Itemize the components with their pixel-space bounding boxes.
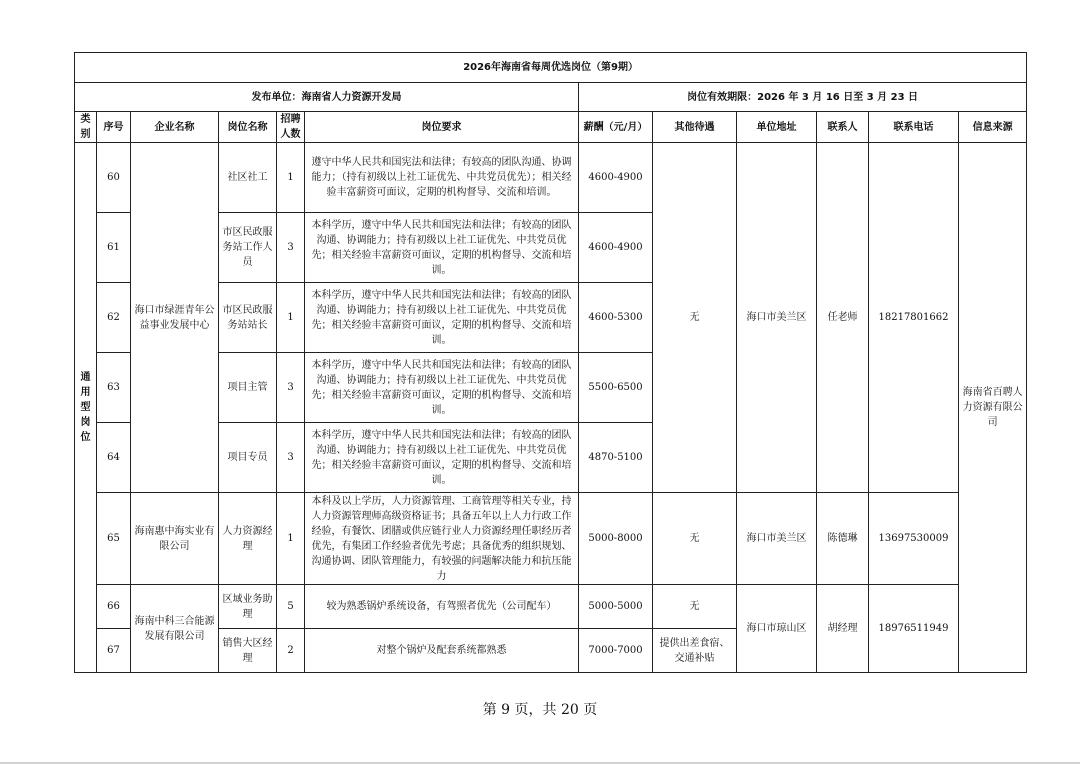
benefits-cell: 无: [653, 585, 737, 629]
job-listing-table: [74, 52, 1027, 673]
headcount-cell: 2: [277, 629, 305, 673]
seq-cell: 65: [97, 493, 131, 585]
validity-label: 岗位有效期限：2026 年 3 月 16 日至 3 月 23 日: [579, 83, 1027, 112]
publisher-label: 发布单位：海南省人力资源开发局: [75, 83, 579, 112]
company-cell: 海南惠中海实业有限公司: [131, 493, 219, 585]
address-cell: 海口市美兰区: [737, 493, 817, 585]
headcount-cell: 3: [277, 213, 305, 283]
address-cell: 海口市琼山区: [737, 585, 817, 673]
header-address: 单位地址: [737, 112, 817, 143]
header-source: 信息来源: [959, 112, 1027, 143]
header-headcount: 招聘人数: [277, 112, 305, 143]
header-requirements: 岗位要求: [305, 112, 579, 143]
position-cell: 社区社工: [219, 143, 277, 213]
header-row: [75, 112, 1027, 143]
header-phone: 联系电话: [869, 112, 959, 143]
benefits-cell: 无: [653, 493, 737, 585]
position-cell: 区域业务助理: [219, 585, 277, 629]
salary-cell: 4600-5300: [579, 283, 653, 353]
page-footer: 第 9 页，共 20 页: [482, 702, 598, 718]
category-cell: 通用型岗位: [75, 143, 97, 673]
headcount-cell: 3: [277, 353, 305, 423]
table-title: 2026年海南省每周优选岗位（第9期）: [75, 53, 1027, 83]
header-seq: 序号: [97, 112, 131, 143]
source-cell: 海南省百聘人力资源有限公司: [959, 143, 1027, 673]
headcount-cell: 5: [277, 585, 305, 629]
salary-cell: 4600-4900: [579, 213, 653, 283]
company-cell: 海口市绿涯青年公益事业发展中心: [131, 143, 219, 493]
headcount-cell: 1: [277, 493, 305, 585]
company-cell: 海南中科三合能源发展有限公司: [131, 585, 219, 673]
phone-cell: 18217801662: [869, 143, 959, 493]
salary-cell: 4870-5100: [579, 423, 653, 493]
contact-cell: 陈德琳: [817, 493, 869, 585]
header-salary: 薪酬（元/月）: [579, 112, 653, 143]
header-contact: 联系人: [817, 112, 869, 143]
position-cell: 销售大区经理: [219, 629, 277, 673]
salary-cell: 5000-5000: [579, 585, 653, 629]
position-cell: 项目专员: [219, 423, 277, 493]
salary-cell: 7000-7000: [579, 629, 653, 673]
seq-cell: 61: [97, 213, 131, 283]
table-row: [75, 585, 1027, 629]
position-cell: 市区民政服务站站长: [219, 283, 277, 353]
position-cell: 项目主管: [219, 353, 277, 423]
requirements-cell: 对整个锅炉及配套系统都熟悉: [305, 629, 579, 673]
header-category: 类别: [75, 112, 97, 143]
headcount-cell: 1: [277, 283, 305, 353]
seq-cell: 64: [97, 423, 131, 493]
requirements-cell: 较为熟悉锅炉系统设备，有驾照者优先（公司配车）: [305, 585, 579, 629]
address-cell: 海口市美兰区: [737, 143, 817, 493]
table-row: [75, 143, 1027, 213]
seq-cell: 67: [97, 629, 131, 673]
requirements-cell: 本科及以上学历，人力资源管理、工商管理等相关专业，持人力资源管理师高级资格证书；具备五年以上人力行政工作经验，有餐饮、团膳或供应链行业人力资源经理任职经历者优先，有集团工作经验者优先考虑；具备优秀的组织规划、沟通协调、团队管理能力，有较强的问题解决能力和抗压能力: [305, 493, 579, 585]
salary-cell: 5000-8000: [579, 493, 653, 585]
requirements-cell: 本科学历，遵守中华人民共和国宪法和法律；有较高的团队沟通、协调能力；持有初级以上社工证优先、中共党员优先；相关经验丰富薪资可面议，定期的机构督导、交流和培训。: [305, 213, 579, 283]
header-company: 企业名称: [131, 112, 219, 143]
header-benefits: 其他待遇: [653, 112, 737, 143]
benefits-cell: 提供出差食宿、交通补贴: [653, 629, 737, 673]
seq-cell: 66: [97, 585, 131, 629]
benefits-cell: 无: [653, 143, 737, 493]
requirements-cell: 遵守中华人民共和国宪法和法律；有较高的团队沟通、协调能力；（持有初级以上社工证优先、中共党员优先）；相关经验丰富薪资可面议，定期的机构督导、交流和培训。: [305, 143, 579, 213]
requirements-cell: 本科学历，遵守中华人民共和国宪法和法律；有较高的团队沟通、协调能力；持有初级以上社工证优先、中共党员优先；相关经验丰富薪资可面议，定期的机构督导、交流和培训。: [305, 353, 579, 423]
position-cell: 人力资源经理: [219, 493, 277, 585]
salary-cell: 5500-6500: [579, 353, 653, 423]
seq-cell: 60: [97, 143, 131, 213]
position-cell: 市区民政服务站工作人员: [219, 213, 277, 283]
headcount-cell: 1: [277, 143, 305, 213]
contact-cell: 胡经理: [817, 585, 869, 673]
header-position: 岗位名称: [219, 112, 277, 143]
requirements-cell: 本科学历，遵守中华人民共和国宪法和法律；有较高的团队沟通、协调能力；持有初级以上社工证优先、中共党员优先；相关经验丰富薪资可面议，定期的机构督导、交流和培训。: [305, 423, 579, 493]
seq-cell: 63: [97, 353, 131, 423]
requirements-cell: 本科学历，遵守中华人民共和国宪法和法律；有较高的团队沟通、协调能力；持有初级以上社工证优先、中共党员优先；相关经验丰富薪资可面议，定期的机构督导、交流和培训。: [305, 283, 579, 353]
seq-cell: 62: [97, 283, 131, 353]
phone-cell: 18976511949: [869, 585, 959, 673]
salary-cell: 4600-4900: [579, 143, 653, 213]
contact-cell: 任老师: [817, 143, 869, 493]
headcount-cell: 3: [277, 423, 305, 493]
phone-cell: 13697530009: [869, 493, 959, 585]
table-row: [75, 493, 1027, 585]
